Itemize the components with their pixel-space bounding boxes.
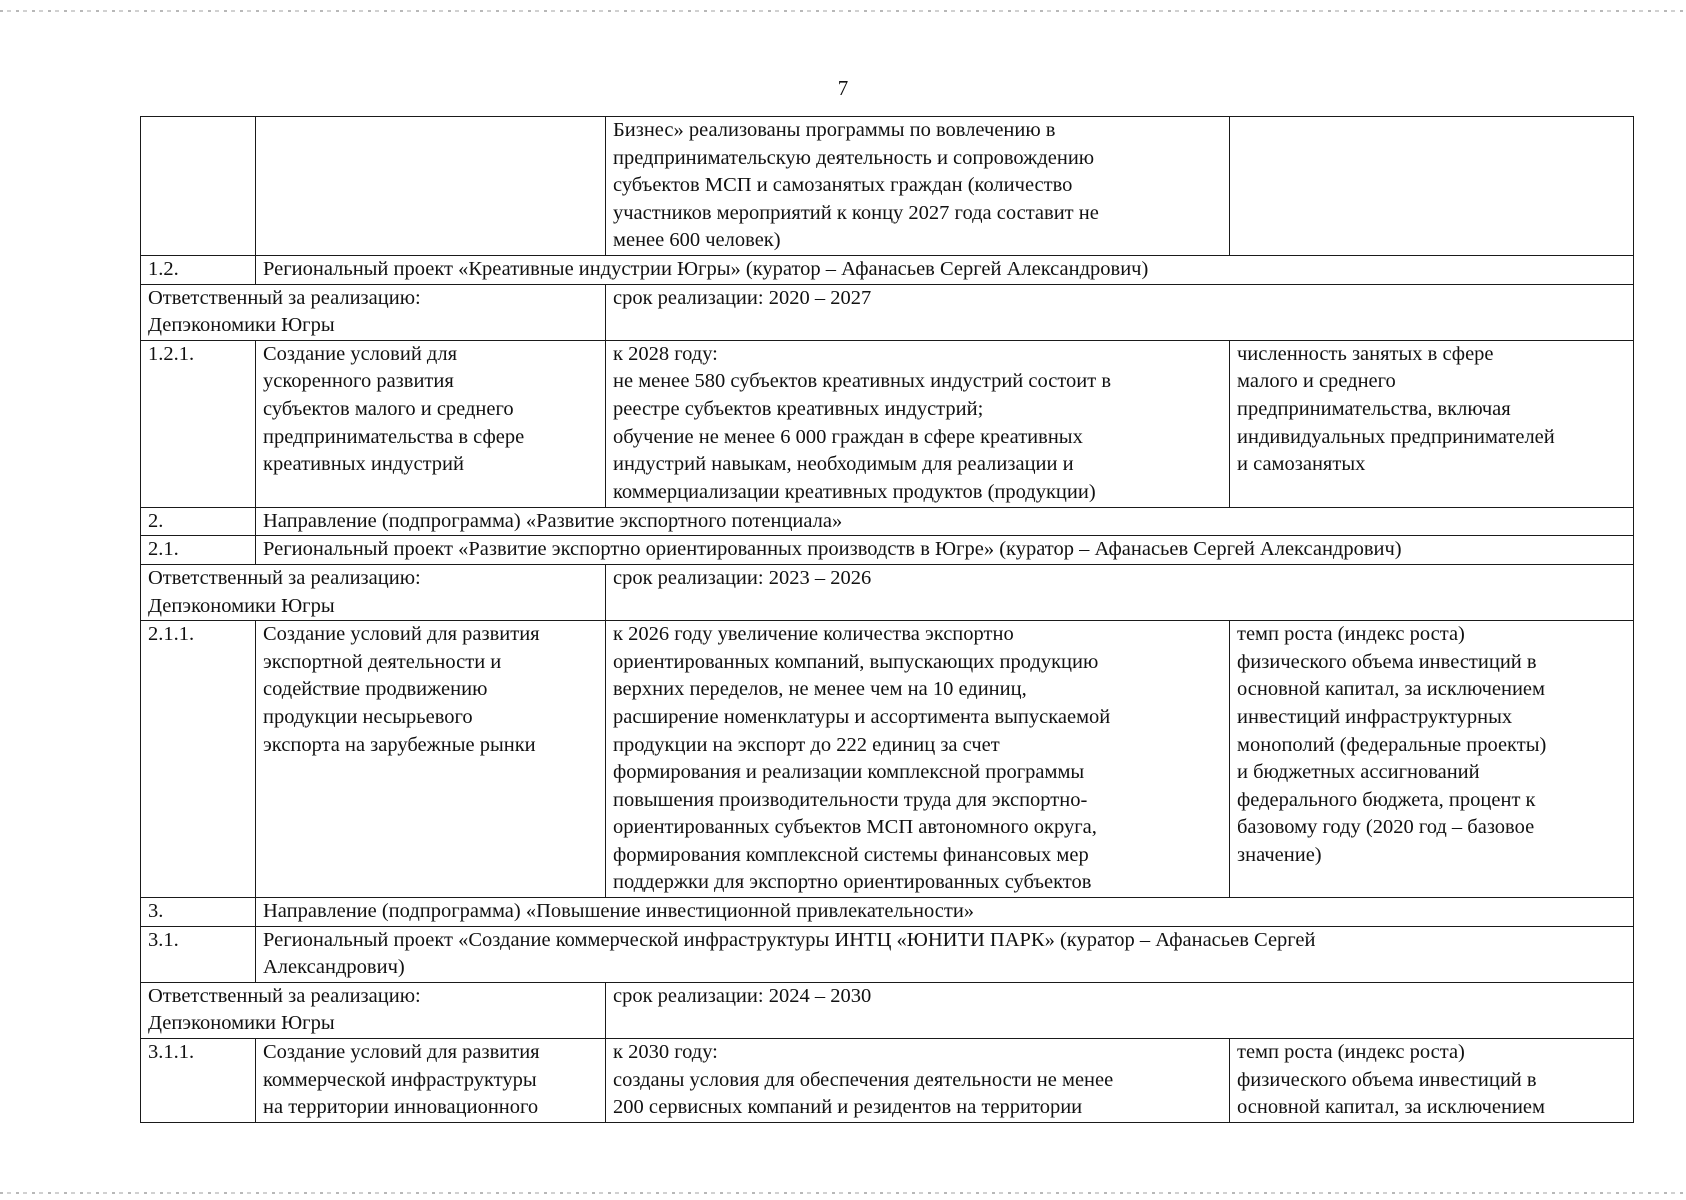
project-row <box>141 255 1634 284</box>
page-number: 7 <box>837 76 849 100</box>
indicator-line: федерального бюджета, процент к <box>1237 788 1536 811</box>
indicator-line: малого и среднего <box>1237 370 1396 393</box>
task-line: креативных индустрий <box>263 453 464 476</box>
number-cell: 2.1.1. <box>141 621 256 898</box>
result-line: поддержки для экспортно ориентированных субъектов <box>613 871 1092 894</box>
direction-title: Направление (подпрограмма) «Повышение инвестиционной привлекательности» <box>263 900 975 923</box>
result-line: Бизнес» реализованы программы по вовлечению в <box>613 119 1056 141</box>
indicator-line: основной капитал, за исключением <box>1237 1096 1546 1119</box>
indicator-cell <box>1230 621 1634 898</box>
responsible-department: Депэкономики Югры <box>148 314 335 337</box>
task-line: продукции несырьевого <box>263 705 473 728</box>
table-row <box>141 117 1634 256</box>
task-line: содействие продвижению <box>263 678 488 701</box>
indicator-line: инвестиций инфраструктурных <box>1237 705 1513 728</box>
indicator-line: значение) <box>1237 843 1322 866</box>
result-line: продукции на экспорт до 222 единиц за счет <box>613 733 1000 756</box>
task-cell <box>256 621 606 898</box>
responsible-label: Ответственный за реализацию: <box>148 566 421 589</box>
task-cell <box>256 340 606 507</box>
project-title: Региональный проект «Создание коммерческой инфраструктуры ИНТЦ «ЮНИТИ ПАРК» (куратор – Афанасьев Сергей <box>263 928 1316 951</box>
result-line: к 2028 году: <box>613 342 718 365</box>
term-cell: срок реализации: 2023 – 2026 <box>606 564 1634 620</box>
result-line: расширение номенклатуры и ассортимента выпускаемой <box>613 705 1111 728</box>
number-cell: 2. <box>141 507 256 536</box>
responsible-row <box>141 284 1634 340</box>
result-line: формирования и реализации комплексной программы <box>613 761 1085 784</box>
number-cell: 1.2. <box>141 255 256 284</box>
task-line: предпринимательства в сфере <box>263 425 525 448</box>
direction-row <box>141 507 1634 536</box>
table-row <box>141 621 1634 898</box>
result-cell <box>606 621 1230 898</box>
indicator-cell <box>1230 340 1634 507</box>
responsible-cell <box>141 982 606 1038</box>
result-line: реестре субъектов креативных индустрий; <box>613 397 984 420</box>
result-line: обучение не менее 6 000 граждан в сфере креативных <box>613 425 1083 448</box>
indicator-line: темп роста (индекс роста) <box>1237 1041 1465 1064</box>
number-cell: 3.1. <box>141 926 256 982</box>
project-title-cell <box>256 536 1634 565</box>
direction-row <box>141 898 1634 927</box>
project-title-cell <box>256 926 1634 982</box>
result-line: формирования комплексной системы финансовых мер <box>613 843 1089 866</box>
indicator-line: и бюджетных ассигнований <box>1237 761 1480 784</box>
indicator-line: физического объема инвестиций в <box>1237 1068 1537 1091</box>
result-line: верхних переделов, не менее чем на 10 единиц, <box>613 678 1027 701</box>
task-line: экспорта на зарубежные рынки <box>263 733 536 756</box>
project-title: Региональный проект «Креативные индустрии Югры» (куратор – Афанасьев Сергей Александрович) <box>263 257 1149 280</box>
indicator-line: и самозанятых <box>1237 453 1366 476</box>
result-cell <box>606 117 1230 256</box>
term-cell: срок реализации: 2024 – 2030 <box>606 982 1634 1038</box>
task-line: экспортной деятельности и <box>263 650 502 673</box>
indicator-line: индивидуальных предпринимателей <box>1237 425 1555 448</box>
responsible-row <box>141 564 1634 620</box>
project-title: Региональный проект «Развитие экспортно ориентированных производств в Югре» (куратор – Афанасьев Сергей Александрович) <box>263 538 1402 561</box>
number-cell <box>141 117 256 256</box>
result-line: к 2030 году: <box>613 1041 718 1064</box>
number-cell: 3.1.1. <box>141 1039 256 1123</box>
result-line: менее 600 человек) <box>613 229 781 252</box>
result-line: ориентированных субъектов МСП автономного округа, <box>613 816 1097 839</box>
result-line: не менее 580 субъектов креативных индустрий состоит в <box>613 370 1112 393</box>
indicator-line: предпринимательства, включая <box>1237 397 1511 420</box>
indicator-line: основной капитал, за исключением <box>1237 678 1546 701</box>
number-cell: 3. <box>141 898 256 927</box>
project-title-cell <box>256 255 1634 284</box>
responsible-cell <box>141 284 606 340</box>
term-cell: срок реализации: 2020 – 2027 <box>606 284 1634 340</box>
project-row <box>141 536 1634 565</box>
result-line: предпринимательскую деятельность и сопровождению <box>613 146 1095 169</box>
result-cell <box>606 1039 1230 1123</box>
indicator-cell <box>1230 1039 1634 1123</box>
result-line: индустрий навыкам, необходимым для реализации и <box>613 453 1074 476</box>
task-line: на территории инновационного <box>263 1096 539 1119</box>
task-line: Создание условий для развития <box>263 1041 540 1064</box>
responsible-cell <box>141 564 606 620</box>
responsible-label: Ответственный за реализацию: <box>148 984 421 1007</box>
scan-edge-bottom <box>0 1192 1686 1194</box>
project-row <box>141 926 1634 982</box>
task-line: ускоренного развития <box>263 370 454 393</box>
indicator-line: численность занятых в сфере <box>1237 342 1494 365</box>
responsible-row <box>141 982 1634 1038</box>
program-table <box>140 116 1634 1123</box>
responsible-department: Депэкономики Югры <box>148 594 335 617</box>
direction-title-cell <box>256 898 1634 927</box>
result-cell <box>606 340 1230 507</box>
result-line: субъектов МСП и самозанятых граждан (количество <box>613 174 1073 197</box>
number-cell: 1.2.1. <box>141 340 256 507</box>
indicator-line: физического объема инвестиций в <box>1237 650 1537 673</box>
task-line: коммерческой инфраструктуры <box>263 1068 537 1091</box>
result-line: ориентированных компаний, выпускающих продукцию <box>613 650 1099 673</box>
indicator-line: темп роста (индекс роста) <box>1237 623 1465 646</box>
task-line: Создание условий для <box>263 342 458 365</box>
direction-title: Направление (подпрограмма) «Развитие экспортного потенциала» <box>263 509 843 532</box>
direction-title-cell <box>256 507 1634 536</box>
table-row <box>141 340 1634 507</box>
responsible-department: Депэкономики Югры <box>148 1012 335 1035</box>
result-line: коммерциализации креативных продуктов (продукции) <box>613 480 1096 503</box>
result-line: к 2026 году увеличение количества экспортно <box>613 623 1014 646</box>
result-line: созданы условия для обеспечения деятельности не менее <box>613 1068 1114 1091</box>
result-line: повышения производительности труда для экспортно- <box>613 788 1088 811</box>
task-cell <box>256 117 606 256</box>
project-title-continued: Александрович) <box>263 956 405 979</box>
indicator-line: базовому году (2020 год – базовое <box>1237 816 1535 839</box>
responsible-label: Ответственный за реализацию: <box>148 286 421 309</box>
result-line: 200 сервисных компаний и резидентов на территории <box>613 1096 1083 1119</box>
indicator-line: монополий (федеральные проекты) <box>1237 733 1547 756</box>
task-line: субъектов малого и среднего <box>263 397 514 420</box>
number-cell: 2.1. <box>141 536 256 565</box>
indicator-cell <box>1230 117 1634 256</box>
task-cell <box>256 1039 606 1123</box>
task-line: Создание условий для развития <box>263 623 540 646</box>
scan-edge-top <box>0 10 1686 12</box>
result-line: участников мероприятий к концу 2027 года составит не <box>613 201 1099 224</box>
table-row <box>141 1039 1634 1123</box>
